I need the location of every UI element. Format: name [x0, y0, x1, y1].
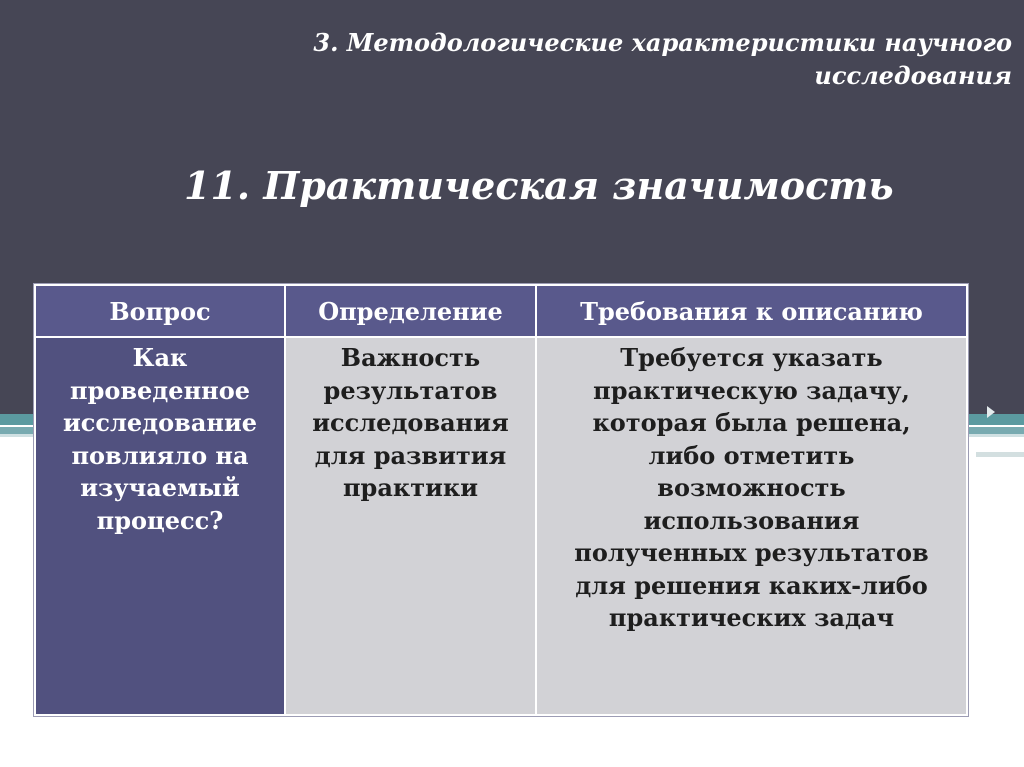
cell-requirements [536, 337, 967, 715]
decorative-stripe [976, 452, 1024, 457]
cell-text-line: проведенное [70, 375, 250, 405]
table-header-row [35, 285, 967, 337]
cell-text-line: практики [342, 473, 479, 502]
column-header-requirements: Требования к описанию [536, 285, 967, 337]
characteristics-table [34, 284, 968, 716]
decorative-arrow-icon [987, 406, 995, 418]
cell-text-line: Важность [340, 343, 481, 372]
cell-text-line: изучаемый [80, 473, 240, 502]
heading-line: исследования [814, 61, 1012, 90]
cell-text-line: практических задач [608, 603, 895, 632]
cell-text-line: исследования [312, 408, 509, 437]
cell-text-line: либо отметить [648, 440, 855, 470]
cell-text-line: которая была решена, [592, 408, 911, 437]
cell-definition [285, 337, 536, 715]
cell-text-line: возможность [657, 473, 846, 502]
slide-title: 11. Практическая значимость [184, 163, 894, 208]
cell-text-line: исследование [62, 408, 258, 437]
cell-text-line: результатов [323, 375, 498, 405]
column-header-definition: Определение [285, 285, 536, 337]
cell-text-line: повлияло на [71, 440, 249, 470]
cell-text-line: Как [132, 343, 188, 372]
table-row [35, 337, 967, 715]
cell-text-line: полученных результатов [574, 538, 929, 567]
heading-line: 3. Методологические характеристики научного [313, 28, 1012, 57]
slide-section-heading [212, 26, 1012, 92]
cell-question [35, 337, 285, 715]
cell-text-line: процесс? [96, 505, 224, 535]
cell-text-line: для решения каких-либо [575, 570, 928, 600]
cell-text-line: практическую задачу, [593, 375, 910, 405]
column-header-question: Вопрос [35, 285, 285, 337]
cell-text-line: Требуется указать [620, 343, 883, 372]
cell-text-line: использования [643, 505, 860, 535]
cell-text-line: для развития [314, 440, 507, 470]
